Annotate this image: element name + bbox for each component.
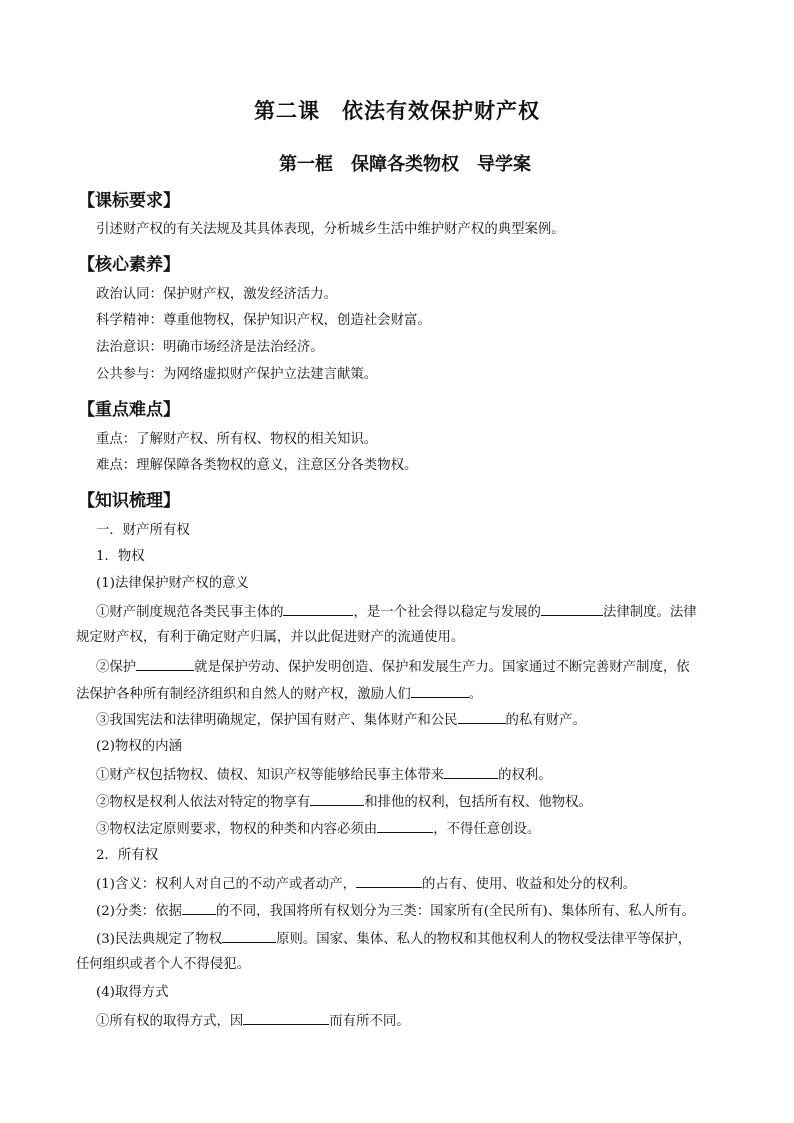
text-line: (1)法律保护财产权的意义 — [96, 576, 249, 591]
fill-blank[interactable] — [222, 929, 276, 943]
section-heading-core-literacy: 【核心素养】 — [78, 255, 180, 275]
text-line: ③我国宪法和法律明确规定，保护国有财产、集体财产和公民 的私有财产。 — [96, 710, 586, 730]
fill-blank[interactable] — [283, 602, 353, 616]
text-line: 法保护各种所有制经济组织和自然人的财产权，激励人们 。 — [76, 684, 482, 704]
text-line: 政治认同：保护财产权，激发经济活力。 — [96, 287, 338, 302]
fill-blank[interactable] — [444, 765, 498, 779]
text-line: ②保护 就是保护劳动、保护发明创造、保护和发展生产力。国家通过不断完善财产制度，依 — [96, 657, 690, 677]
text-line: 法治意识：明确市场经济是法治经济。 — [96, 340, 324, 355]
fill-blank[interactable] — [458, 710, 506, 724]
text-line: ①财产制度规范各类民事主体的 ，是一个社会得以稳定与发展的 法律制度。法律 — [96, 602, 697, 622]
text-line: 任何组织或者个人不得侵犯。 — [76, 957, 251, 972]
text-line: 科学精神：尊重他物权，保护知识产权，创造社会财富。 — [96, 313, 431, 328]
fill-blank[interactable] — [310, 792, 364, 806]
text-line: 一．财产所有权 — [96, 523, 190, 538]
text-line: ③物权法定原则要求，物权的种类和内容必须由 ，不得任意创设。 — [96, 819, 540, 839]
text-line: 规定财产权，有利于确定财产归属，并以此促进财产的流通使用。 — [76, 630, 465, 645]
page-title: 第二课 依法有效保护财产权 — [254, 98, 540, 123]
page-subtitle: 第一框 保障各类物权 导学案 — [279, 154, 531, 175]
fill-blank[interactable] — [243, 1011, 329, 1025]
fill-blank[interactable] — [356, 874, 422, 888]
text-line: ①财产权包括物权、债权、知识产权等能够给民事主体带来 的权利。 — [96, 765, 552, 785]
text-line: (4)取得方式 — [96, 985, 169, 1000]
section-heading-knowledge: 【知识梳理】 — [78, 491, 180, 511]
text-line: 公共参与：为网络虚拟财产保护立法建言献策。 — [96, 367, 378, 382]
text-line: (2)物权的内涵 — [96, 739, 182, 754]
text-line: (1)含义：权利人对自己的不动产或者动产， 的占有、使用、收益和处分的权利。 — [96, 874, 636, 894]
text-line: ②物权是权利人依法对特定的物享有 和排他的权利，包括所有权、他物权。 — [96, 792, 592, 812]
section-heading-curriculum: 【课标要求】 — [78, 191, 180, 211]
text-line: (3)民法典规定了物权 原则。国家、集体、私人的物权和其他权利人的物权受法律平等保护， — [96, 929, 691, 949]
text-line: 1．物权 — [96, 549, 145, 564]
text-line: 2．所有权 — [96, 848, 159, 863]
section-heading-key-points: 【重点难点】 — [78, 400, 180, 420]
fill-blank[interactable] — [541, 602, 603, 616]
text-line: 难点：理解保障各类物权的意义，注意区分各类物权。 — [96, 458, 418, 473]
fill-blank[interactable] — [182, 901, 216, 915]
fill-blank[interactable] — [136, 657, 194, 671]
text-line: (2)分类：依据 的不同，我国将所有权划分为三类：国家所有(全民所有)、集体所有、私人所有。 — [96, 901, 695, 921]
text-line: 重点：了解财产权、所有权、物权的相关知识。 — [96, 432, 378, 447]
fill-blank[interactable] — [377, 819, 433, 833]
text-line: ①所有权的取得方式，因 而有所不同。 — [96, 1011, 410, 1031]
text-line: 引述财产权的有关法规及其具体表现，分析城乡生活中维护财产权的典型案例。 — [96, 222, 565, 237]
fill-blank[interactable] — [411, 684, 469, 698]
